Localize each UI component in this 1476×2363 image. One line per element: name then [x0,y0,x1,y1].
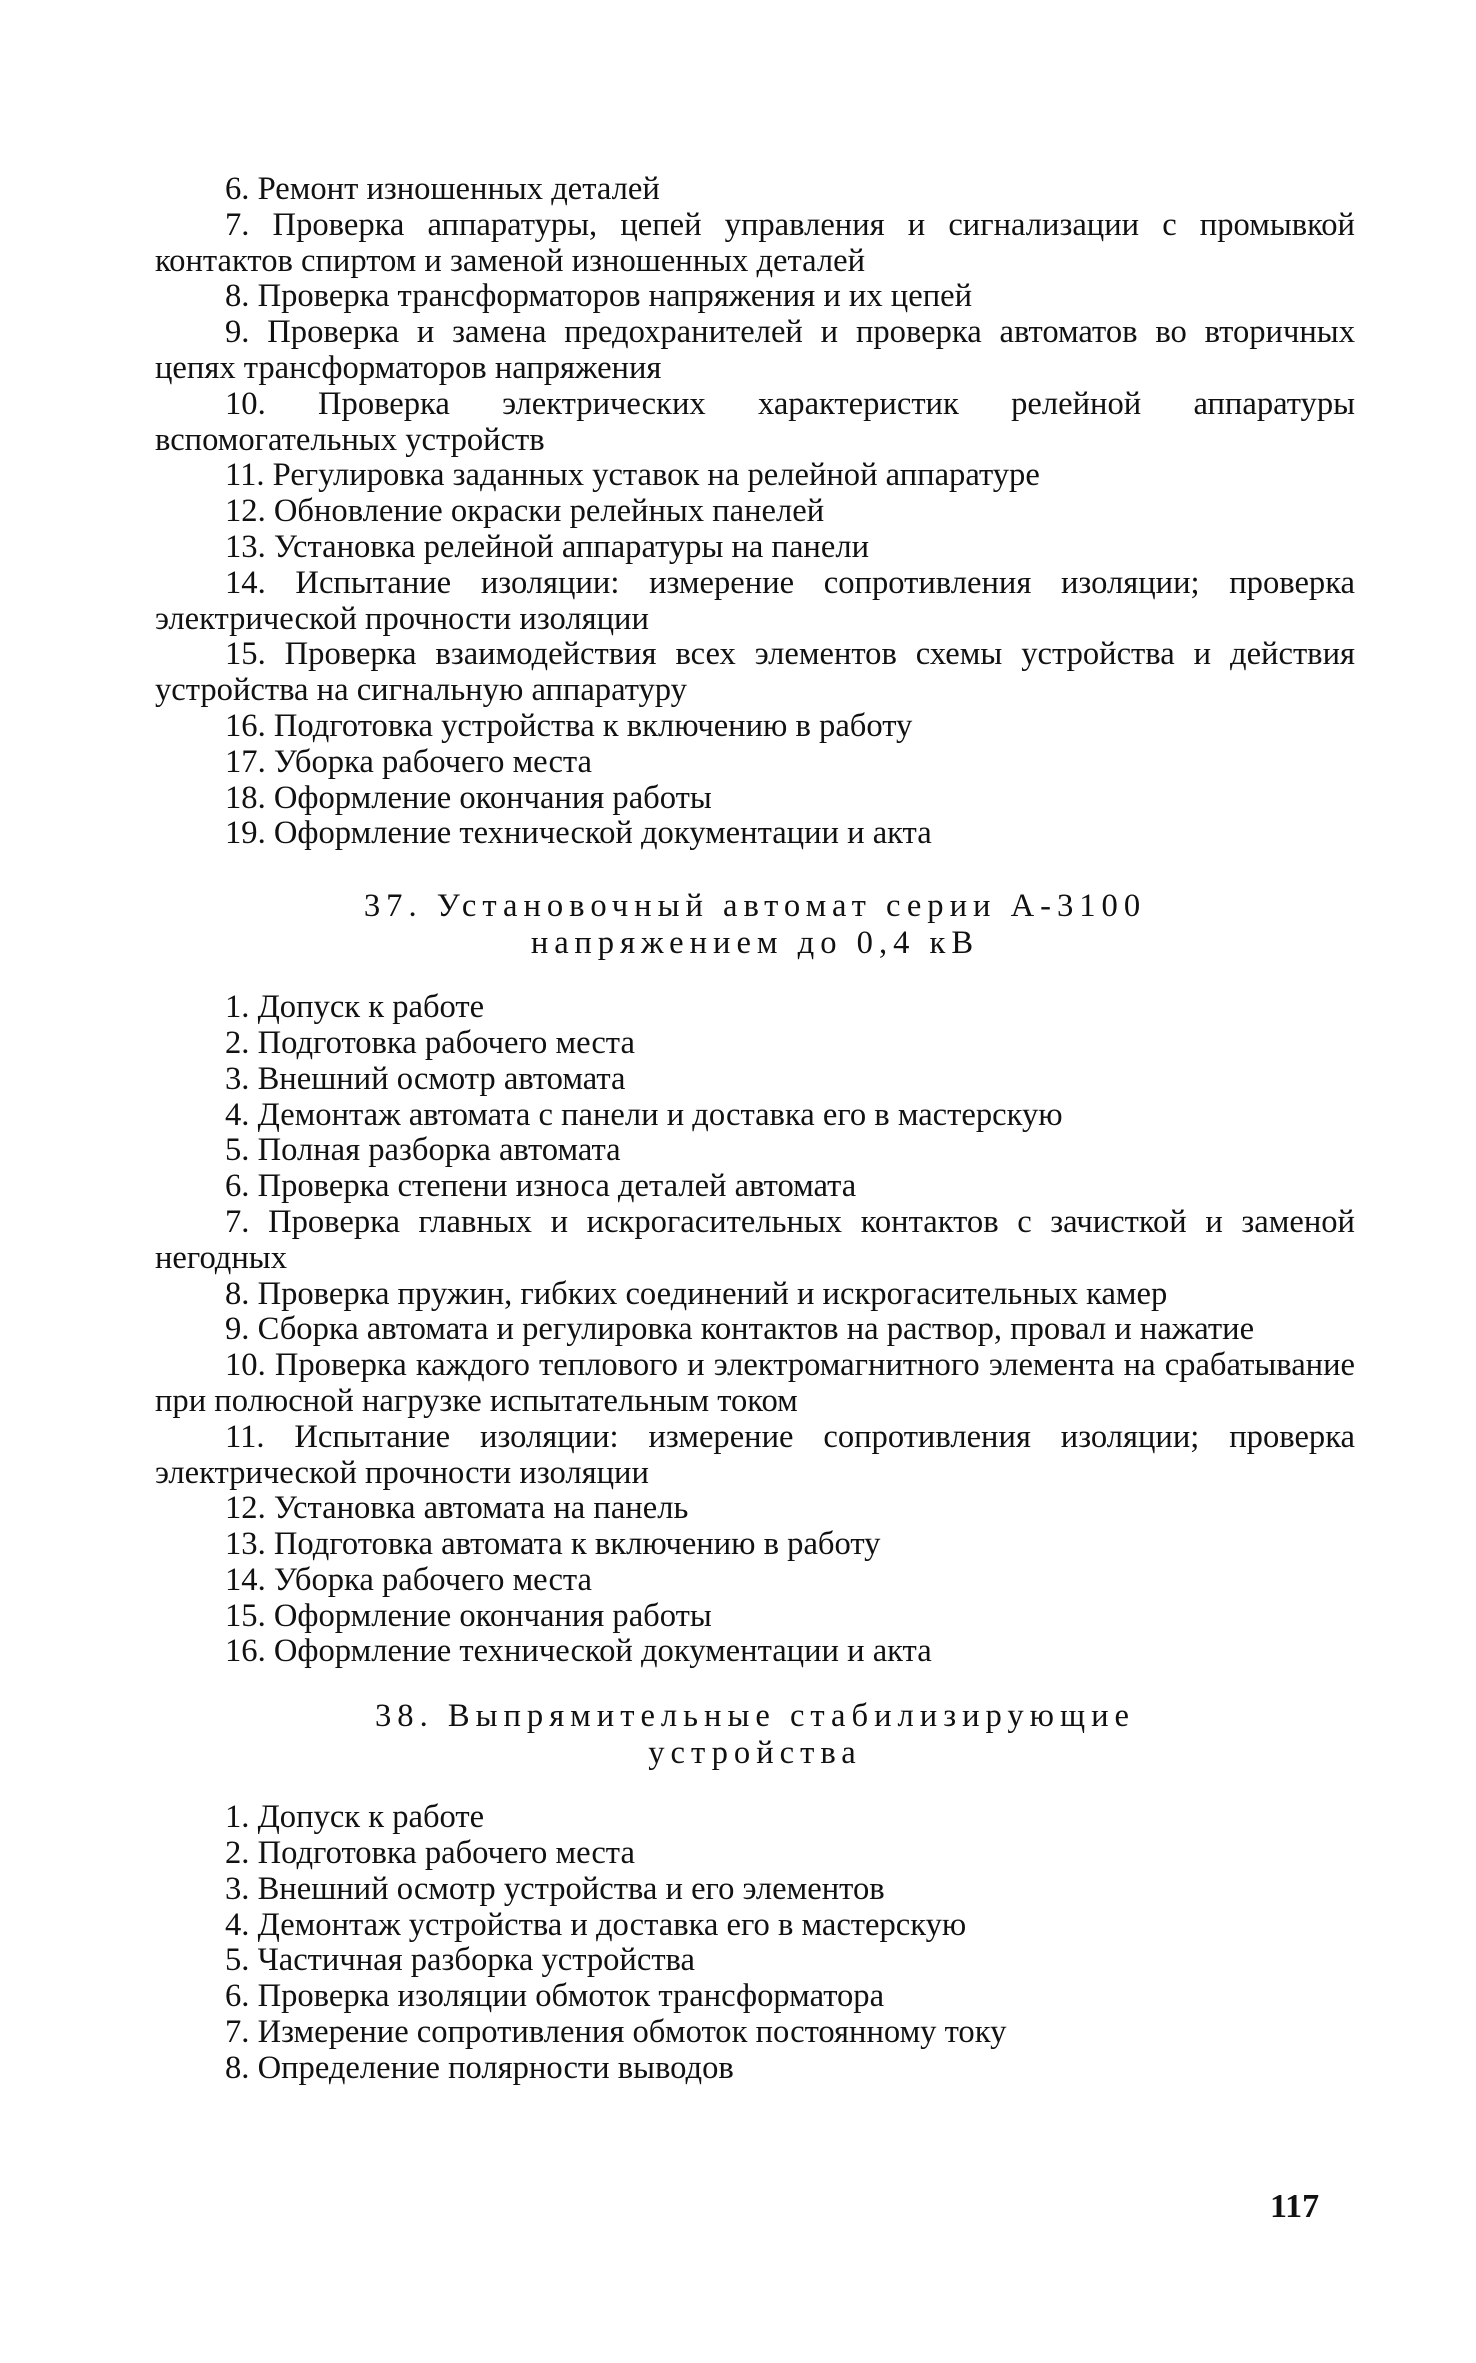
list-item: 4. Демонтаж устройства и доставка его в мастерскую [225,1906,967,1943]
list-item: 12. Установка автомата на панель [225,1490,689,1527]
list-item: 2. Подготовка рабочего места [225,1024,635,1061]
list-item: 5. Частичная разборка устройства [225,1942,695,1979]
list-item: 6. Проверка степени износа деталей автомата [225,1168,857,1205]
list-item: 12. Обновление окраски релейных панелей [225,493,825,530]
list-item: 15. Оформление окончания работы [225,1597,712,1634]
list-item: 8. Проверка трансформаторов напряжения и их цепей [225,278,973,315]
list-item: 16. Подготовка устройства к включению в работу [225,707,913,744]
list-item: 6. Проверка изоляции обмоток трансформатора [225,1978,885,2015]
list-item: 10. Проверка каждого теплового и электромагнитного элемента на срабатывание при полюсной нагрузке испытательным током [155,1347,1355,1419]
list-item: 5. Полная разборка автомата [225,1132,621,1169]
list-item: 9. Сборка автомата и регулировка контактов на раствор, провал и нажатие [225,1311,1255,1348]
list-item: 7. Проверка главных и искрогасительных контактов с зачисткой и заменой негодных [155,1203,1355,1276]
section-37-title-line1: 37. Установочный автомат серии А-3100 [363,888,1147,925]
section-prev-list [155,172,1355,852]
list-item: 13. Подготовка автомата к включению в работу [225,1526,881,1563]
list-item: 2. Подготовка рабочего места [225,1835,635,1872]
section-38-title-line2: устройства [648,1735,862,1772]
list-item: 14. Испытание изоляции: измерение сопротивления изоляции; проверка электрической прочности изоляции [155,564,1355,637]
list-item: 11. Испытание изоляции: измерение сопротивления изоляции; проверка электрической прочности изоляции [155,1418,1355,1491]
list-item: 15. Проверка взаимодействия всех элементов схемы устройства и действия устройства на сигнальную аппаратуру [155,636,1355,709]
section-37-heading [155,888,1355,962]
list-item: 8. Определение полярности выводов [225,2049,734,2086]
list-item: 11. Регулировка заданных уставок на релейной аппаратуре [225,457,1040,494]
list-item: 16. Оформление технической документации и акта [225,1633,932,1670]
list-item: 14. Уборка рабочего места [225,1561,593,1598]
section-38-list [155,1800,1355,2086]
section-37-title-line2: напряжением до 0,4 кВ [530,925,980,962]
list-item: 4. Демонтаж автомата с панели и доставка его в мастерскую [225,1096,1063,1133]
list-item: 9. Проверка и замена предохранителей и проверка автоматов во вторичных цепях трансформаторов напряжения [155,314,1355,386]
list-item: 8. Проверка пружин, гибких соединений и искрогасительных камер [225,1275,1168,1312]
list-item: 6. Ремонт изношенных деталей [225,171,660,207]
list-item: 13. Установка релейной аппаратуры на панели [225,528,870,565]
document-page [155,172,1355,2272]
section-38-title-line1: 38. Выпрямительные стабилизирующие [374,1698,1135,1735]
list-item: 3. Внешний осмотр устройства и его элементов [225,1870,885,1907]
list-item: 19. Оформление технической документации и акта [225,815,932,852]
list-item: 1. Допуск к работе [225,1799,485,1836]
list-item: 7. Измерение сопротивления обмоток постоянному току [225,2014,1007,2051]
section-37-list [155,990,1355,1670]
list-item: 7. Проверка аппаратуры, цепей управления и сигнализации с промывкой контактов спиртом и заменой изношенных деталей [155,206,1355,279]
list-item: 3. Внешний осмотр автомата [225,1060,626,1097]
section-38-heading [155,1698,1355,1772]
list-item: 17. Уборка рабочего места [225,743,593,780]
list-item: 1. Допуск к работе [225,989,485,1026]
list-item: 18. Оформление окончания работы [225,779,712,816]
page-number: 117 [1270,2188,1320,2225]
list-item: 10. Проверка электрических характеристик релейной аппаратуры вспомогательных устройств [155,385,1355,458]
